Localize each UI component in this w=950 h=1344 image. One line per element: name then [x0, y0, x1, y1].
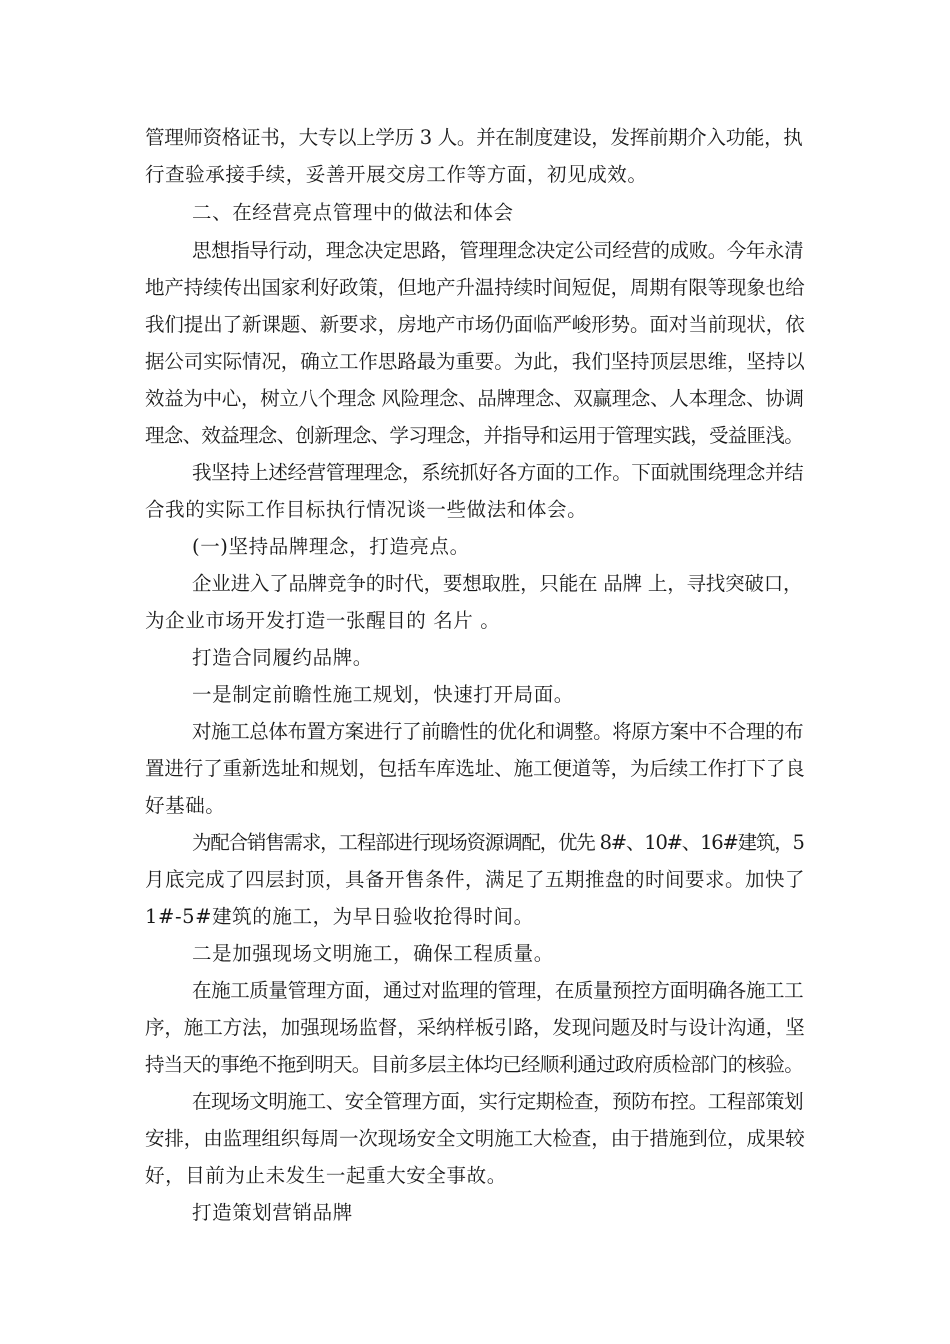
- subheading: 打造合同履约品牌。: [192, 646, 373, 669]
- text-line: 置进行了重新选址和规划，包括车库选址、施工便道等，为后续工作打下了良: [145, 757, 805, 780]
- text-line: 在现场文明施工、安全管理方面，实行定期检查，预防布控。工程部策划: [192, 1090, 804, 1113]
- text-line: 我们提出了新课题、新要求，房地产市场仍面临严峻形势。面对当前现状，依: [145, 313, 805, 336]
- text-line: 效益为中心，树立八个理念 风险理念、品牌理念、双赢理念、人本理念、协调: [145, 387, 804, 410]
- section-heading: (一)坚持品牌理念，打造亮点。: [192, 535, 470, 558]
- text-line: 在施工质量管理方面，通过对监理的管理，在质量预控方面明确各施工工: [192, 979, 804, 1002]
- text-line: 1#-5#建筑的施工，为早日验收抢得时间。: [145, 905, 534, 928]
- text-line: 思想指导行动，理念决定思路，管理理念决定公司经营的成败。今年永清: [192, 239, 804, 262]
- subheading: 打造策划营销品牌: [192, 1201, 353, 1224]
- text-line: 持当天的事绝不拖到明天。目前多层主体均已经顺利通过政府质检部门的核验。: [145, 1053, 804, 1076]
- text-line: 好基础。: [145, 794, 226, 817]
- text-line: 地产持续传出国家利好政策，但地产升温持续时间短促，周期有限等现象也给: [145, 276, 805, 299]
- text-line: 好，目前为止未发生一起重大安全事故。: [145, 1164, 507, 1187]
- text-line: 为企业市场开发打造一张醒目的 名片 。: [145, 609, 501, 632]
- text-line: 管理师资格证书，大专以上学历 3 人。并在制度建设，发挥前期介入功能，执: [145, 126, 803, 149]
- section-heading: 二、在经营亮点管理中的做法和体会: [192, 201, 514, 224]
- text-line: 月底完成了四层封顶，具备开售条件，满足了五期推盘的时间要求。加快了: [145, 868, 806, 891]
- text-line: 序，施工方法，加强现场监督，采纳样板引路，发现问题及时与设计沟通，坚: [145, 1016, 805, 1039]
- text-line: 为配合销售需求，工程部进行现场资源调配，优先 8#、10#、16#建筑，5: [192, 831, 804, 854]
- text-line: 企业进入了品牌竞争的时代，要想取胜，只能在 品牌 上，寻找突破口，: [192, 572, 803, 595]
- text-line: 安排，由监理组织每周一次现场安全文明施工大检查，由于措施到位，成果较: [145, 1127, 805, 1150]
- text-line: 对施工总体布置方案进行了前瞻性的优化和调整。将原方案中不合理的布: [192, 720, 804, 743]
- text-line: 行查验承接手续，妥善开展交房工作等方面，初见成效。: [145, 163, 648, 186]
- text-line: 合我的实际工作目标执行情况谈一些做法和体会。: [145, 498, 588, 521]
- subheading: 二是加强现场文明施工，确保工程质量。: [192, 942, 554, 965]
- subheading: 一是制定前瞻性施工规划，快速打开局面。: [192, 683, 574, 706]
- text-line: 理念、效益理念、创新理念、学习理念，并指导和运用于管理实践，受益匪浅。: [145, 424, 804, 447]
- text-line: 据公司实际情况，确立工作思路最为重要。为此，我们坚持顶层思维，坚持以: [145, 350, 805, 373]
- text-line: 我坚持上述经营管理理念，系统抓好各方面的工作。下面就围绕理念并结: [192, 461, 804, 484]
